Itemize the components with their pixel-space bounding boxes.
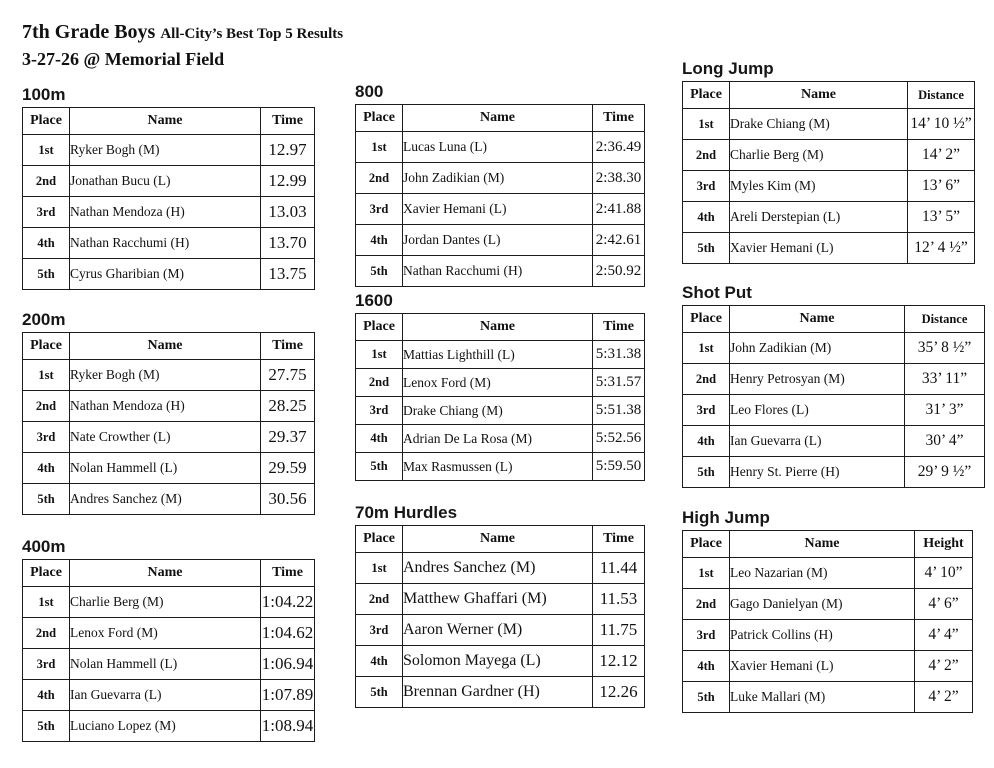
place-cell: 1st [23,360,70,391]
name-cell: John Zadikian (M) [403,163,593,194]
table-row [356,425,645,453]
table-row [23,484,315,515]
place-cell: 5th [683,457,730,488]
place-cell: 3rd [683,395,730,426]
table-row [683,171,975,202]
place-cell: 5th [356,677,403,708]
value-cell: 1:04.22 [261,587,315,618]
value-header: Time [593,526,645,553]
event-title: 100m [22,85,66,104]
page-title-sub: All-City’s Best Top 5 Results [160,26,344,42]
name-cell: Nathan Mendoza (H) [70,391,261,422]
table-row [683,333,985,364]
place-cell: 3rd [23,197,70,228]
name-cell: Jonathan Bucu (L) [70,166,261,197]
place-cell: 2nd [683,140,730,171]
table-row [23,166,315,197]
place-cell: 2nd [356,584,403,615]
value-cell: 2:41.88 [593,194,645,225]
place-cell: 2nd [683,364,730,395]
name-header: Name [403,526,593,553]
name-cell: Max Rasmussen (L) [403,453,593,481]
header-row [356,314,645,341]
value-cell: 13.03 [261,197,315,228]
name-cell: Xavier Hemani (L) [730,651,915,682]
name-cell: Nathan Racchumi (H) [403,256,593,287]
place-cell: 4th [683,651,730,682]
table-row [356,677,645,708]
table-row [683,233,975,264]
table-row [356,397,645,425]
name-cell: Ian Guevarra (L) [730,426,905,457]
table-row [356,553,645,584]
header-row [683,82,975,109]
event-section-70m-hurdles [355,504,645,708]
header-row [683,531,973,558]
place-cell: 1st [683,558,730,589]
table-row [356,453,645,481]
table-row [356,341,645,369]
event-section-200m [22,311,315,515]
event-title: Long Jump [682,59,774,78]
table-row [23,135,315,166]
place-cell: 5th [356,453,403,481]
event-section-100m [22,86,315,290]
event-title: High Jump [682,508,770,527]
name-cell: Solomon Mayega (L) [403,646,593,677]
name-header: Name [403,314,593,341]
place-cell: 5th [23,711,70,742]
name-cell: Xavier Hemani (L) [730,233,908,264]
place-header: Place [23,108,70,135]
place-cell: 1st [683,109,730,140]
name-cell: Leo Flores (L) [730,395,905,426]
event-section-shot-put [682,284,985,488]
table-row [683,620,973,651]
place-header: Place [683,531,730,558]
table-row [356,163,645,194]
value-cell: 11.44 [593,553,645,584]
header-row [356,526,645,553]
value-cell: 30.56 [261,484,315,515]
value-header: Time [261,560,315,587]
place-header: Place [683,306,730,333]
place-header: Place [23,333,70,360]
results-table-long-jump [682,81,975,264]
name-cell: Leo Nazarian (M) [730,558,915,589]
table-row [23,360,315,391]
value-cell: 4’ 6” [915,589,973,620]
value-cell: 1:07.89 [261,680,315,711]
name-cell: Andres Sanchez (M) [403,553,593,584]
value-cell: 12’ 4 ½” [908,233,975,264]
place-cell: 4th [356,646,403,677]
place-cell: 3rd [356,615,403,646]
table-row [23,197,315,228]
event-title: 70m Hurdles [355,503,458,522]
event-section-high-jump [682,509,973,713]
name-cell: Cyrus Gharibian (M) [70,259,261,290]
place-header: Place [23,560,70,587]
value-cell: 12.26 [593,677,645,708]
value-header: Time [593,314,645,341]
name-cell: Nathan Racchumi (H) [70,228,261,259]
place-cell: 2nd [23,391,70,422]
name-cell: Lenox Ford (M) [403,369,593,397]
event-title: 1600 [355,291,393,310]
place-cell: 5th [23,259,70,290]
header-row [23,108,315,135]
table-row [23,711,315,742]
value-cell: 28.25 [261,391,315,422]
table-row [356,584,645,615]
event-title: 400m [22,537,66,556]
name-cell: Nate Crowther (L) [70,422,261,453]
name-cell: Charlie Berg (M) [70,587,261,618]
value-cell: 13’ 5” [908,202,975,233]
value-cell: 2:50.92 [593,256,645,287]
table-row [356,256,645,287]
table-row [683,426,985,457]
value-cell: 2:42.61 [593,225,645,256]
value-cell: 29’ 9 ½” [905,457,985,488]
value-cell: 5:51.38 [593,397,645,425]
place-cell: 2nd [356,369,403,397]
table-row [683,140,975,171]
table-row [683,651,973,682]
event-section-1600 [355,292,645,481]
table-row [683,589,973,620]
place-cell: 1st [683,333,730,364]
name-cell: Brennan Gardner (H) [403,677,593,708]
place-cell: 2nd [23,618,70,649]
place-header: Place [356,105,403,132]
name-cell: Nathan Mendoza (H) [70,197,261,228]
results-table-100m [22,107,315,290]
table-row [356,369,645,397]
table-row [683,202,975,233]
name-cell: Ian Guevarra (L) [70,680,261,711]
table-row [683,558,973,589]
table-row [356,615,645,646]
results-table-high-jump [682,530,973,713]
name-header: Name [70,333,261,360]
name-cell: Adrian De La Rosa (M) [403,425,593,453]
place-cell: 1st [23,587,70,618]
value-cell: 11.53 [593,584,645,615]
results-table-70m-hurdles [355,525,645,708]
event-title: Shot Put [682,283,752,302]
page-subtitle: 3-27-26 @ Memorial Field [22,49,225,69]
name-cell: Jordan Dantes (L) [403,225,593,256]
table-row [683,364,985,395]
name-cell: Mattias Lighthill (L) [403,341,593,369]
value-header: Time [593,105,645,132]
value-cell: 2:38.30 [593,163,645,194]
name-header: Name [730,531,915,558]
value-cell: 4’ 2” [915,682,973,713]
page-header [22,20,343,70]
name-cell: Henry St. Pierre (H) [730,457,905,488]
value-cell: 27.75 [261,360,315,391]
value-header: Distance [905,306,985,333]
value-cell: 5:31.38 [593,341,645,369]
value-header: Time [261,333,315,360]
value-cell: 4’ 4” [915,620,973,651]
place-header: Place [683,82,730,109]
place-cell: 3rd [23,422,70,453]
place-header: Place [356,526,403,553]
table-row [23,228,315,259]
value-cell: 11.75 [593,615,645,646]
place-cell: 3rd [23,649,70,680]
name-cell: Gago Danielyan (M) [730,589,915,620]
name-cell: Drake Chiang (M) [403,397,593,425]
results-table-200m [22,332,315,515]
value-cell: 29.37 [261,422,315,453]
page-title-line [22,20,343,46]
header-row [23,333,315,360]
place-cell: 4th [23,680,70,711]
table-row [356,225,645,256]
value-cell: 5:31.57 [593,369,645,397]
table-row [683,109,975,140]
name-cell: Lucas Luna (L) [403,132,593,163]
value-cell: 13.75 [261,259,315,290]
name-cell: Henry Petrosyan (M) [730,364,905,395]
place-cell: 4th [356,225,403,256]
table-row [356,194,645,225]
place-cell: 5th [356,256,403,287]
event-title: 200m [22,310,66,329]
table-row [23,453,315,484]
place-cell: 1st [356,553,403,584]
name-cell: John Zadikian (M) [730,333,905,364]
name-header: Name [70,560,261,587]
results-table-800 [355,104,645,287]
results-table-shot-put [682,305,985,488]
value-cell: 12.99 [261,166,315,197]
table-row [356,132,645,163]
place-header: Place [356,314,403,341]
value-cell: 14’ 10 ½” [908,109,975,140]
place-cell: 1st [23,135,70,166]
event-title: 800 [355,82,384,101]
value-header: Height [915,531,973,558]
table-row [23,391,315,422]
place-cell: 5th [23,484,70,515]
place-cell: 4th [683,426,730,457]
value-cell: 4’ 10” [915,558,973,589]
value-cell: 30’ 4” [905,426,985,457]
value-cell: 2:36.49 [593,132,645,163]
place-cell: 1st [356,341,403,369]
value-cell: 5:52.56 [593,425,645,453]
table-row [23,649,315,680]
name-cell: Luciano Lopez (M) [70,711,261,742]
value-cell: 13’ 6” [908,171,975,202]
place-cell: 3rd [683,620,730,651]
name-cell: Myles Kim (M) [730,171,908,202]
value-header: Distance [908,82,975,109]
place-cell: 1st [356,132,403,163]
results-table-400m [22,559,315,742]
place-cell: 3rd [356,194,403,225]
place-cell: 2nd [356,163,403,194]
name-cell: Nolan Hammell (L) [70,649,261,680]
table-row [683,457,985,488]
name-cell: Matthew Ghaffari (M) [403,584,593,615]
name-cell: Lenox Ford (M) [70,618,261,649]
place-cell: 4th [356,425,403,453]
value-cell: 31’ 3” [905,395,985,426]
event-section-800 [355,83,645,287]
place-cell: 2nd [683,589,730,620]
name-cell: Xavier Hemani (L) [403,194,593,225]
name-cell: Patrick Collins (H) [730,620,915,651]
name-cell: Nolan Hammell (L) [70,453,261,484]
place-cell: 3rd [683,171,730,202]
value-cell: 14’ 2” [908,140,975,171]
table-row [683,395,985,426]
table-row [23,587,315,618]
table-row [23,680,315,711]
value-header: Time [261,108,315,135]
place-cell: 4th [23,453,70,484]
table-row [23,259,315,290]
value-cell: 13.70 [261,228,315,259]
value-cell: 1:08.94 [261,711,315,742]
name-cell: Areli Derstepian (L) [730,202,908,233]
place-cell: 4th [683,202,730,233]
event-section-long-jump [682,60,975,264]
page-title: 7th Grade Boys [22,21,156,43]
name-cell: Drake Chiang (M) [730,109,908,140]
results-table-1600 [355,313,645,481]
place-cell: 5th [683,233,730,264]
place-cell: 2nd [23,166,70,197]
name-header: Name [403,105,593,132]
name-header: Name [730,82,908,109]
value-cell: 12.97 [261,135,315,166]
value-cell: 29.59 [261,453,315,484]
value-cell: 4’ 2” [915,651,973,682]
name-cell: Ryker Bogh (M) [70,360,261,391]
value-cell: 12.12 [593,646,645,677]
table-row [23,422,315,453]
table-row [23,618,315,649]
value-cell: 1:06.94 [261,649,315,680]
header-row [356,105,645,132]
header-row [23,560,315,587]
name-cell: Aaron Werner (M) [403,615,593,646]
place-cell: 3rd [356,397,403,425]
value-cell: 33’ 11” [905,364,985,395]
value-cell: 35’ 8 ½” [905,333,985,364]
place-cell: 5th [683,682,730,713]
event-section-400m [22,538,315,742]
value-cell: 5:59.50 [593,453,645,481]
place-cell: 4th [23,228,70,259]
header-row [683,306,985,333]
name-cell: Ryker Bogh (M) [70,135,261,166]
table-row [356,646,645,677]
name-header: Name [70,108,261,135]
table-row [683,682,973,713]
name-cell: Charlie Berg (M) [730,140,908,171]
value-cell: 1:04.62 [261,618,315,649]
name-cell: Luke Mallari (M) [730,682,915,713]
name-cell: Andres Sanchez (M) [70,484,261,515]
name-header: Name [730,306,905,333]
